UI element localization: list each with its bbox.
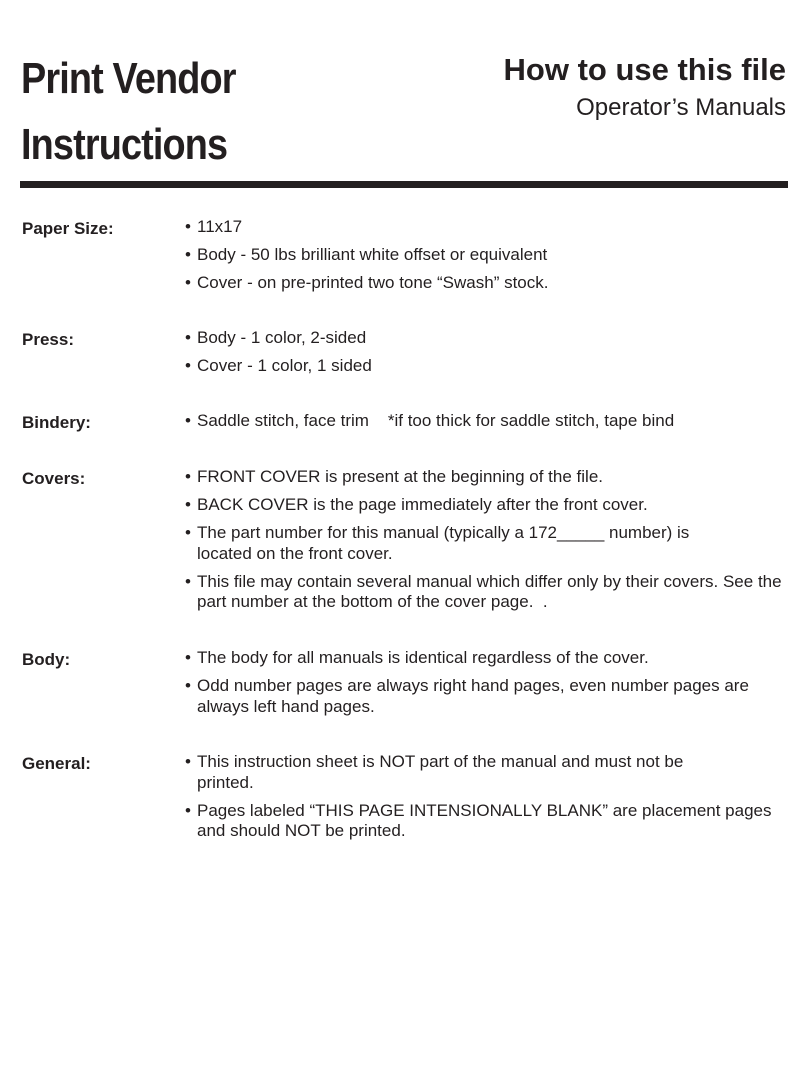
subtitle-how-to-use: How to use this file xyxy=(503,52,786,87)
bullet-list xyxy=(185,752,785,849)
bullet-list xyxy=(185,648,785,725)
bullet-list xyxy=(185,217,785,301)
list-item: • Body - 1 color, 2-sided xyxy=(185,328,785,349)
subtitle-document-type: Operator’s Manuals xyxy=(576,94,786,121)
list-item: • BACK COVER is the page immediately after the front cover. xyxy=(185,495,785,516)
list-item: • 11x17 xyxy=(185,217,785,238)
section-label: General: xyxy=(22,754,91,773)
bullet-list xyxy=(185,328,785,384)
list-item: • Cover - on pre-printed two tone “Swash” stock. xyxy=(185,273,785,294)
list-item: • The body for all manuals is identical regardless of the cover. xyxy=(185,648,785,669)
section-label: Press: xyxy=(22,330,74,349)
list-item: • Cover - 1 color, 1 sided xyxy=(185,356,785,377)
page-header xyxy=(0,0,808,190)
section-label: Body: xyxy=(22,650,71,669)
section-label: Bindery: xyxy=(22,413,91,432)
list-item: • Body - 50 lbs brilliant white offset or equivalent xyxy=(185,245,785,266)
list-item: • This file may contain several manual which differ only by their covers. See the part number at the bottom of the cover page. . xyxy=(185,572,785,613)
page-title-line-2: Instructions xyxy=(21,120,228,169)
list-item: • This instruction sheet is NOT part of the manual and must not be printed. xyxy=(185,752,785,793)
page-title xyxy=(21,46,236,178)
header-divider xyxy=(20,181,788,188)
bullet-list xyxy=(185,411,785,439)
list-item: • Saddle stitch, face trim *if too thick for saddle stitch, tape bind xyxy=(185,411,785,432)
list-item: • Pages labeled “THIS PAGE INTENSIONALLY BLANK” are placement pages and should NOT be printed. xyxy=(185,801,785,842)
list-item: • FRONT COVER is present at the beginning of the file. xyxy=(185,467,785,488)
page-title-line-1: Print Vendor xyxy=(21,54,236,103)
subtitle-block xyxy=(504,52,786,128)
section-label: Paper Size: xyxy=(22,219,114,238)
list-item: • The part number for this manual (typically a 172_____ number) is located on the front cover. xyxy=(185,523,785,564)
bullet-list xyxy=(185,467,785,620)
section-label: Covers: xyxy=(22,469,86,488)
list-item: • Odd number pages are always right hand pages, even number pages are always left hand pages. xyxy=(185,676,785,717)
